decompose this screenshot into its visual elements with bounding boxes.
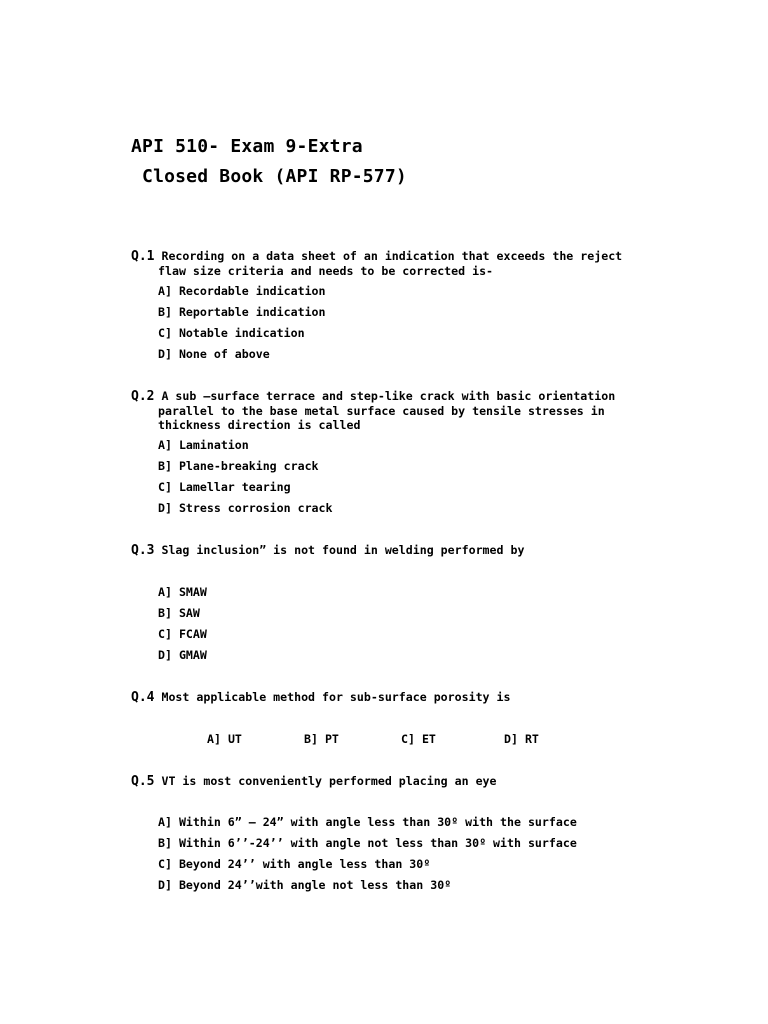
question-2	[131, 389, 651, 432]
option-a: A] Lamination	[158, 438, 249, 452]
question-text: VT is most conveniently performed placing an eye	[161, 774, 497, 788]
option-c: C] Lamellar tearing	[158, 480, 291, 494]
option-c: C] Beyond 24’’ with angle less than 30º	[158, 857, 431, 871]
question-text-cont: parallel to the base metal surface caused by tensile stresses in	[158, 404, 605, 418]
option-b: B] PT	[304, 732, 339, 746]
question-text-cont: thickness direction is called	[158, 418, 361, 432]
question-5	[131, 774, 651, 789]
option-a: A] UT	[207, 732, 242, 746]
question-1	[131, 249, 651, 278]
question-3	[131, 543, 651, 558]
option-a: A] SMAW	[158, 585, 207, 599]
question-number: Q.5	[131, 774, 155, 789]
option-b: B] Plane-breaking crack	[158, 459, 319, 473]
option-d: D] Stress corrosion crack	[158, 501, 333, 515]
option-b: B] Reportable indication	[158, 305, 326, 319]
option-b: B] SAW	[158, 606, 200, 620]
question-text-cont: flaw size criteria and needs to be corrected is-	[158, 264, 494, 278]
option-c: C] FCAW	[158, 627, 207, 641]
exam-subtitle: Closed Book (API RP-577)	[131, 166, 407, 187]
option-c: C] Notable indication	[158, 326, 305, 340]
option-d: D] None of above	[158, 347, 270, 361]
question-text: Recording on a data sheet of an indication that exceeds the reject	[161, 249, 623, 263]
option-d: D] GMAW	[158, 648, 207, 662]
question-number: Q.4	[131, 690, 155, 705]
option-a: A] Within 6” – 24” with angle less than 30º with the surface	[158, 815, 577, 829]
question-text: Slag inclusion” is not found in welding performed by	[161, 543, 525, 557]
option-d: D] Beyond 24’’with angle not less than 30º	[158, 878, 452, 892]
question-number: Q.2	[131, 389, 155, 404]
question-number: Q.1	[131, 249, 155, 264]
question-text: Most applicable method for sub-surface porosity is	[161, 690, 511, 704]
option-b: B] Within 6’’-24’’ with angle not less than 30º with surface	[158, 836, 577, 850]
option-c: C] ET	[401, 732, 436, 746]
option-a: A] Recordable indication	[158, 284, 326, 298]
exam-title: API 510- Exam 9-Extra	[131, 136, 363, 157]
question-number: Q.3	[131, 543, 155, 558]
question-4	[131, 690, 651, 705]
question-text: A sub –surface terrace and step-like crack with basic orientation	[161, 389, 616, 403]
option-d: D] RT	[504, 732, 539, 746]
